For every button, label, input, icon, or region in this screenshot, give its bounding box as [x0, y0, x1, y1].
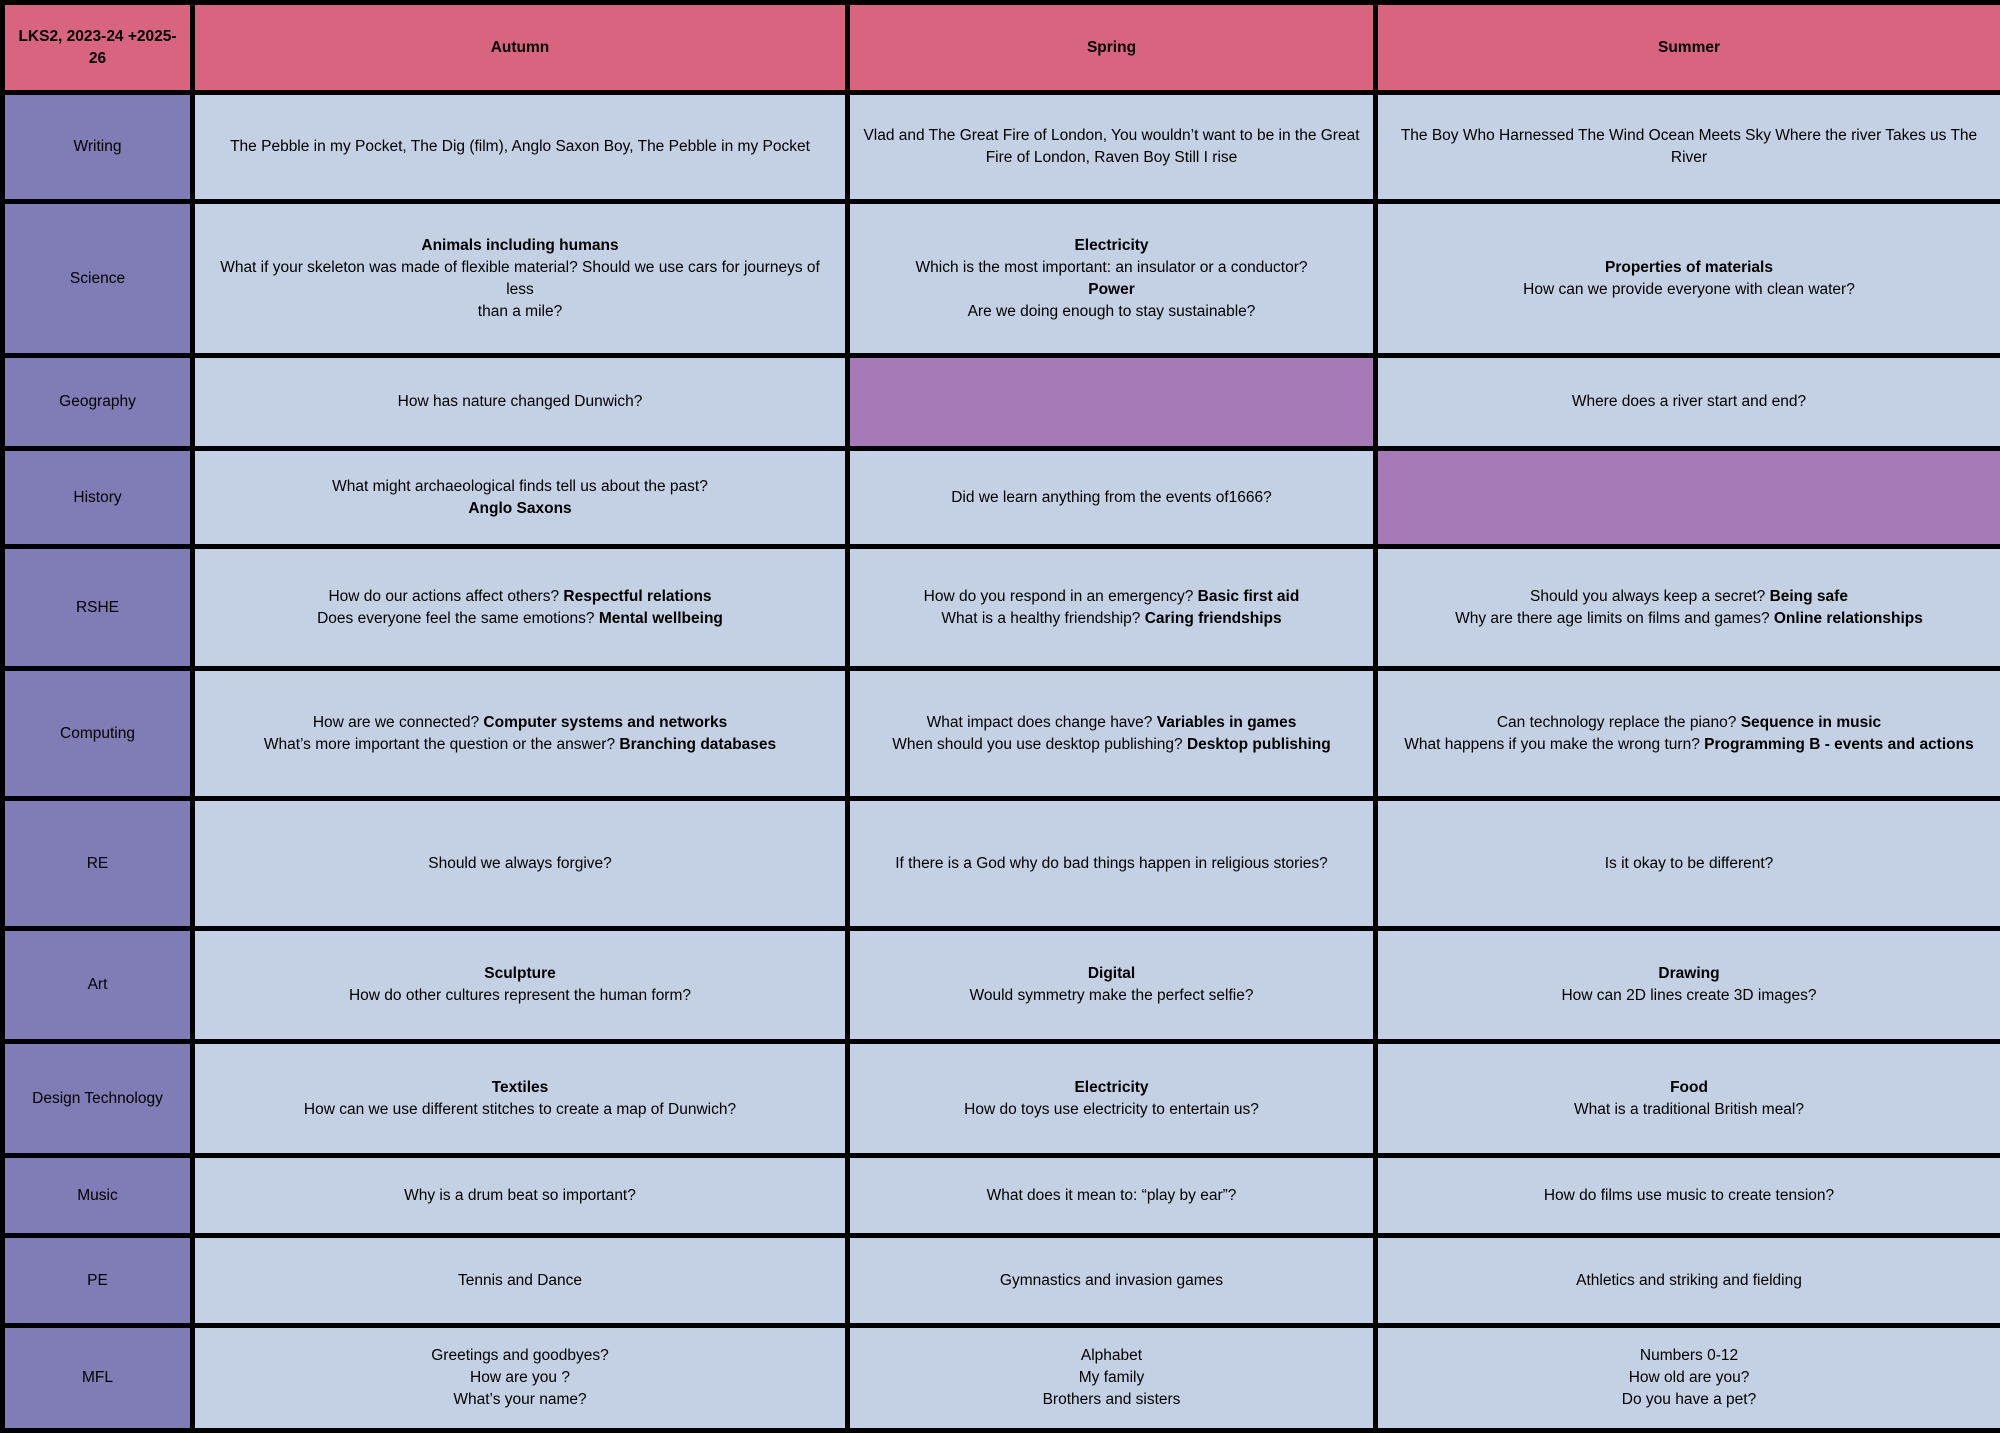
cell-autumn	[195, 801, 845, 926]
question-text: The Pebble in my Pocket, The Dig (film), Anglo Saxon Boy, The Pebble in my Pocket	[230, 138, 810, 155]
topic-title: Food	[1670, 1078, 1708, 1096]
cell-spring	[850, 204, 1373, 353]
question-text: Athletics and striking and fielding	[1576, 1271, 1802, 1289]
question-text: How do other cultures represent the human form?	[348, 987, 692, 1004]
cell-summer	[1378, 358, 2000, 446]
cell-summer	[1378, 1328, 2000, 1428]
cell-line	[860, 1270, 1363, 1292]
topic-title: Basic first aid	[1197, 587, 1300, 605]
cell-spring	[850, 1158, 1373, 1233]
cell-line	[860, 1367, 1363, 1389]
term-header-spring: Spring	[850, 5, 1373, 90]
cell-spring	[850, 358, 1373, 446]
topic-title: Power	[1088, 280, 1135, 298]
cell-line	[860, 1345, 1363, 1367]
subject-label: RSHE	[5, 549, 190, 666]
cell-line	[860, 853, 1363, 875]
cell-line	[1388, 1077, 1990, 1099]
cell-line	[205, 985, 835, 1007]
question-text: Numbers 0-12	[1639, 1347, 1739, 1364]
question-text: Why are there age limits on films and games?	[1455, 609, 1774, 627]
topic-title: Textiles	[491, 1078, 549, 1096]
subject-label: History	[5, 451, 190, 544]
cell-line	[860, 963, 1363, 985]
table-row	[5, 801, 2000, 926]
question-text: Alphabet	[1080, 1347, 1143, 1364]
cell-line	[1388, 1185, 1990, 1207]
table-row	[5, 1238, 2000, 1323]
question-text: Fire of London, Raven Boy Still I rise	[985, 149, 1238, 166]
question-text: What impact does change have?	[926, 713, 1157, 731]
cell-line	[860, 608, 1363, 630]
subject-label: Science	[5, 204, 190, 353]
cell-line	[205, 235, 835, 257]
cell-line	[1388, 853, 1990, 875]
cell-autumn	[195, 1158, 845, 1233]
table-row	[5, 451, 2000, 544]
question-text: Greetings and goodbyes?	[431, 1347, 609, 1364]
table-row	[5, 1044, 2000, 1153]
cell-line	[205, 1099, 835, 1121]
cell-spring	[850, 801, 1373, 926]
cell-line	[205, 391, 835, 413]
cell-line	[1388, 586, 1990, 608]
cell-autumn	[195, 1238, 845, 1323]
question-text: How do our actions affect others?	[328, 587, 564, 605]
cell-spring	[850, 1044, 1373, 1153]
table-body	[5, 95, 2000, 1428]
cell-line	[1388, 1345, 1990, 1367]
cell-line	[860, 279, 1363, 301]
table-row	[5, 95, 2000, 199]
question-text: How old are you?	[1628, 1369, 1750, 1386]
question-text: Gymnastics and invasion games	[999, 1271, 1224, 1289]
question-text: Where does a river start and end?	[1571, 393, 1807, 410]
question-text: What might archaeological finds tell us about the past?	[332, 477, 708, 495]
cell-line	[1388, 1367, 1990, 1389]
cell-autumn	[195, 451, 845, 544]
cell-line	[1388, 734, 1990, 756]
cell-summer	[1378, 801, 2000, 926]
cell-line	[1388, 391, 1990, 413]
topic-title: Computer systems and networks	[483, 713, 728, 731]
cell-summer	[1378, 204, 2000, 353]
question-text: Did we learn anything from the events of1666?	[951, 488, 1272, 506]
cell-line	[205, 1077, 835, 1099]
cell-line	[205, 853, 835, 875]
cell-line	[860, 147, 1363, 169]
cell-summer	[1378, 549, 2000, 666]
topic-title: Electricity	[1074, 236, 1149, 254]
question-text: How can we provide everyone with clean water?	[1523, 280, 1855, 298]
topic-title: Drawing	[1658, 965, 1720, 982]
subject-label: Music	[5, 1158, 190, 1233]
cell-line	[1388, 712, 1990, 734]
cell-line	[205, 586, 835, 608]
topic-title: Variables in games	[1156, 713, 1297, 731]
cell-line	[205, 1270, 835, 1292]
cell-spring	[850, 1238, 1373, 1323]
cell-line	[205, 963, 835, 985]
question-text: Brothers and sisters	[1042, 1391, 1181, 1408]
question-text: Can technology replace the piano?	[1496, 713, 1741, 731]
cell-line	[205, 734, 835, 756]
table-row	[5, 1158, 2000, 1233]
question-text: Does everyone feel the same emotions?	[317, 609, 599, 627]
question-text: Tennis and Dance	[457, 1271, 583, 1289]
subject-label: Geography	[5, 358, 190, 446]
cell-summer	[1378, 95, 2000, 199]
cell-summer	[1378, 451, 2000, 544]
cell-spring	[850, 931, 1373, 1039]
cell-summer	[1378, 1158, 2000, 1233]
question-text: What is a traditional British meal?	[1573, 1100, 1804, 1118]
cell-line	[860, 712, 1363, 734]
cell-line	[860, 301, 1363, 323]
question-text: What does it mean to: “play by ear”?	[986, 1186, 1237, 1204]
cell-line	[1388, 985, 1990, 1007]
question-text: How do films use music to create tension?	[1543, 1186, 1835, 1204]
cell-spring	[850, 1328, 1373, 1428]
question-text: Vlad and The Great Fire of London, You wouldn’t want to be in the Great	[863, 127, 1360, 144]
cell-line	[860, 235, 1363, 257]
question-text: How are you ?	[470, 1369, 570, 1386]
cell-line	[860, 257, 1363, 279]
question-text: How do you respond in an emergency?	[923, 587, 1198, 605]
question-text: How are we connected?	[312, 713, 484, 731]
question-text: How has nature changed Dunwich?	[397, 393, 643, 410]
cell-line	[1388, 608, 1990, 630]
cell-spring	[850, 451, 1373, 544]
cell-autumn	[195, 931, 845, 1039]
cell-line	[860, 1389, 1363, 1411]
subject-label: Computing	[5, 671, 190, 796]
cell-line	[860, 586, 1363, 608]
table-row	[5, 931, 2000, 1039]
cell-line	[205, 608, 835, 630]
cell-line	[1388, 1389, 1990, 1411]
table-row	[5, 1328, 2000, 1428]
cell-autumn	[195, 358, 845, 446]
table-row	[5, 204, 2000, 353]
cell-line	[860, 734, 1363, 756]
question-text: What is a healthy friendship?	[941, 609, 1145, 627]
cell-line	[205, 1367, 835, 1389]
question-text: Would symmetry make the perfect selfie?	[969, 987, 1254, 1004]
cell-spring	[850, 549, 1373, 666]
question-text: What happens if you make the wrong turn?	[1404, 735, 1705, 753]
cell-line	[205, 1389, 835, 1411]
question-text: My family	[1078, 1369, 1145, 1386]
cell-line	[1388, 1099, 1990, 1121]
cell-summer	[1378, 931, 2000, 1039]
cell-line	[205, 1345, 835, 1367]
topic-title: Sequence in music	[1740, 713, 1882, 731]
cell-line	[205, 476, 835, 498]
question-text: Should you always keep a secret?	[1530, 587, 1770, 605]
question-text: Which is the most important: an insulator or a conductor?	[915, 258, 1308, 276]
cell-line	[205, 136, 835, 158]
cell-summer	[1378, 1044, 2000, 1153]
question-text: How can we use different stitches to create a map of Dunwich?	[303, 1100, 737, 1118]
topic-title: Sculpture	[484, 965, 556, 982]
subject-label: Design Technology	[5, 1044, 190, 1153]
question-text: Do you have a pet?	[1621, 1391, 1757, 1408]
cell-autumn	[195, 1044, 845, 1153]
topic-title: Caring friendships	[1144, 609, 1282, 627]
term-header-autumn: Autumn	[195, 5, 845, 90]
subject-label: RE	[5, 801, 190, 926]
topic-title: Properties of materials	[1605, 258, 1773, 276]
term-header-summer: Summer	[1378, 5, 2000, 90]
question-text: Are we doing enough to stay sustainable?	[967, 302, 1256, 320]
subject-label: Art	[5, 931, 190, 1039]
cell-line	[1388, 963, 1990, 985]
cell-line	[860, 1185, 1363, 1207]
cell-line	[205, 1185, 835, 1207]
question-text: What if your skeleton was made of flexible material? Should we use cars for journeys of less	[220, 258, 820, 298]
cell-line	[1388, 125, 1990, 169]
question-text: How can 2D lines create 3D images?	[1561, 987, 1817, 1004]
cell-summer	[1378, 671, 2000, 796]
cell-line	[1388, 257, 1990, 279]
cell-autumn	[195, 204, 845, 353]
topic-title: Being safe	[1769, 587, 1848, 605]
cell-autumn	[195, 671, 845, 796]
cell-line	[1388, 1270, 1990, 1292]
cell-line	[860, 985, 1363, 1007]
question-text: than a mile?	[477, 302, 563, 320]
topic-title: Branching databases	[619, 735, 777, 753]
topic-title: Mental wellbeing	[598, 609, 723, 627]
question-text: Should we always forgive?	[428, 854, 612, 872]
question-text: What’s more important the question or the answer?	[263, 735, 620, 753]
question-text: If there is a God why do bad things happen in religious stories?	[895, 854, 1328, 872]
topic-title: Online relationships	[1773, 609, 1923, 627]
cell-summer	[1378, 1238, 2000, 1323]
question-text: When should you use desktop publishing?	[892, 735, 1187, 753]
cell-line	[860, 1099, 1363, 1121]
cell-line	[205, 498, 835, 520]
subject-label: PE	[5, 1238, 190, 1323]
question-text: Is it okay to be different?	[1604, 854, 1774, 872]
cell-autumn	[195, 1328, 845, 1428]
question-text: Why is a drum beat so important?	[404, 1186, 636, 1204]
cell-autumn	[195, 95, 845, 199]
table-row	[5, 358, 2000, 446]
corner-title: LKS2, 2023-24 +2025-26	[5, 5, 190, 90]
table-row	[5, 671, 2000, 796]
header-row	[5, 5, 2000, 90]
topic-title: Programming B - events and actions	[1704, 735, 1974, 753]
cell-line	[1388, 279, 1990, 301]
topic-title: Anglo Saxons	[468, 499, 572, 517]
subject-label: MFL	[5, 1328, 190, 1428]
topic-title: Desktop publishing	[1186, 735, 1331, 753]
topic-title: Respectful relations	[563, 587, 712, 605]
topic-title: Animals including humans	[421, 236, 619, 254]
question-text: How do toys use electricity to entertain us?	[964, 1100, 1259, 1118]
question-text: The Boy Who Harnessed The Wind Ocean Meets Sky Where the river Takes us The River	[1400, 127, 1978, 166]
cell-spring	[850, 95, 1373, 199]
table-row	[5, 549, 2000, 666]
topic-title: Digital	[1087, 965, 1136, 982]
cell-autumn	[195, 549, 845, 666]
cell-line	[860, 1077, 1363, 1099]
cell-line	[205, 301, 835, 323]
cell-line	[860, 487, 1363, 509]
cell-line	[205, 257, 835, 301]
topic-title: Electricity	[1074, 1078, 1149, 1096]
cell-line	[860, 125, 1363, 147]
cell-spring	[850, 671, 1373, 796]
question-text: What’s your name?	[453, 1391, 587, 1408]
subject-label: Writing	[5, 95, 190, 199]
cell-line	[205, 712, 835, 734]
